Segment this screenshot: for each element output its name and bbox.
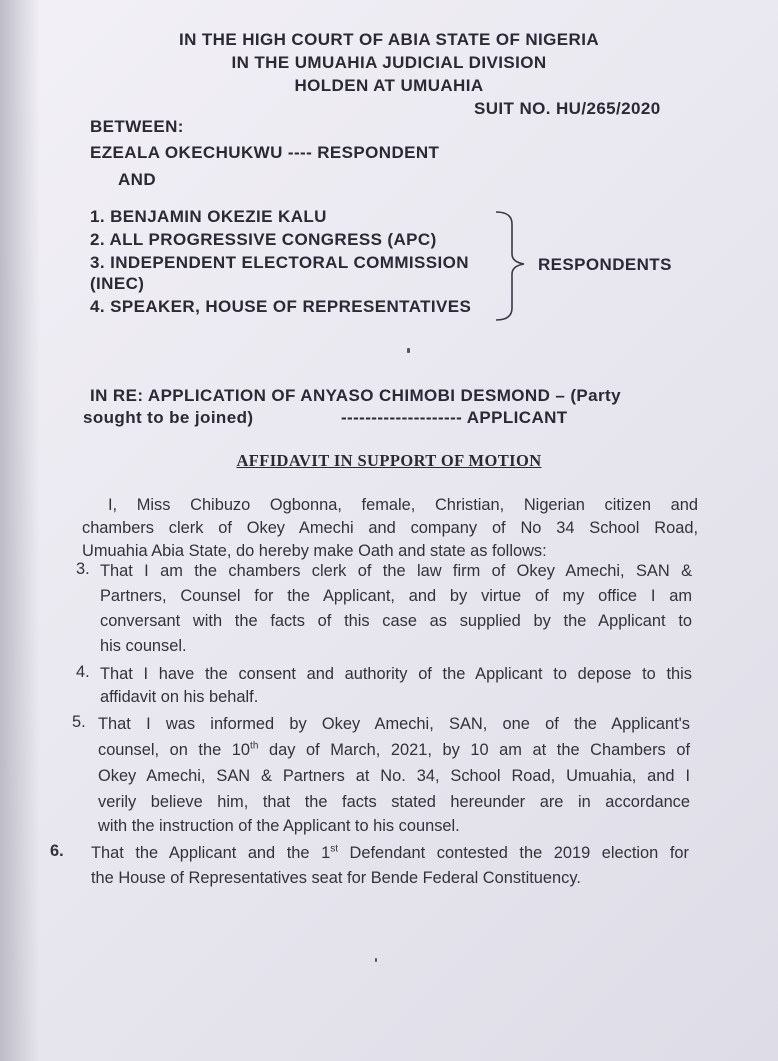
paragraph-5-line-1: That I was informed by Okey Amechi, SAN, one of the Applicant's bbox=[98, 715, 690, 733]
respondents-label: RESPONDENTS bbox=[538, 255, 672, 274]
ordinal-suffix: th bbox=[250, 740, 259, 752]
court-title-line-2: IN THE UMUAHIA JUDICIAL DIVISION bbox=[231, 53, 547, 72]
paragraph-3-line-2: Partners, Counsel for the Applicant, and by virtue of my office I am bbox=[100, 587, 692, 605]
paragraph-4-line-2: affidavit on his behalf. bbox=[100, 688, 259, 706]
intro-line-2: chambers clerk of Okey Amechi and company of No 34 School Road, bbox=[82, 519, 698, 537]
paragraph-5-number: 5. bbox=[72, 713, 86, 731]
intro-line-3: Umuahia Abia State, do hereby make Oath and state as follows: bbox=[82, 542, 547, 560]
paper-speck bbox=[375, 958, 377, 962]
and-label: AND bbox=[118, 170, 157, 189]
intro-line-1: I, Miss Chibuzo Ogbonna, female, Christian, Nigerian citizen and bbox=[108, 496, 698, 514]
paragraph-4-number: 4. bbox=[76, 663, 90, 681]
in-re-line-2-left: sought to be joined) bbox=[83, 408, 254, 427]
paragraph-3-number: 3. bbox=[76, 560, 90, 578]
respondent-2: 2. ALL PROGRESSIVE CONGRESS (APC) bbox=[90, 230, 437, 249]
paragraph-3-line-1: That I am the chambers clerk of the law firm of Okey Amechi, SAN & bbox=[100, 562, 692, 580]
paper-speck bbox=[407, 348, 410, 353]
respondent-3-abbrev: (INEC) bbox=[90, 274, 145, 293]
applicant-label: -------------------- APPLICANT bbox=[341, 408, 568, 427]
court-title-line-1: IN THE HIGH COURT OF ABIA STATE OF NIGERIA bbox=[178, 30, 600, 49]
respondent-3: 3. INDEPENDENT ELECTORAL COMMISSION bbox=[90, 253, 469, 272]
paragraph-5-line-4: verily believe him, that the facts stated hereunder are in accordance bbox=[98, 793, 690, 811]
paragraph-5-line-2-part-a: counsel, on the 10 bbox=[98, 741, 251, 759]
paragraph-5-line-2-part-b: day of March, 2021, by 10 am at the Chambers of bbox=[258, 741, 691, 759]
suit-number: SUIT NO. HU/265/2020 bbox=[474, 99, 661, 118]
ordinal-suffix: st bbox=[330, 843, 338, 855]
paragraph-5-line-2 bbox=[98, 739, 690, 762]
paragraph-5-line-3: Okey Amechi, SAN & Partners at No. 34, School Road, Umuahia, and I bbox=[98, 767, 690, 785]
paragraph-6-number: 6. bbox=[50, 842, 64, 860]
paragraph-3-line-3: conversant with the facts of this case as supplied by the Applicant to bbox=[100, 612, 692, 630]
in-re-line-1: IN RE: APPLICATION OF ANYASO CHIMOBI DESMOND – (Party bbox=[90, 386, 621, 405]
court-title-line-3: HOLDEN AT UMUAHIA bbox=[294, 76, 484, 95]
first-party: EZEALA OKECHUKWU ---- RESPONDENT bbox=[90, 143, 440, 162]
paragraph-6-line-2: the House of Representatives seat for Bende Federal Constituency. bbox=[91, 869, 581, 887]
respondent-4: 4. SPEAKER, HOUSE OF REPRESENTATIVES bbox=[90, 297, 472, 316]
paragraph-4-line-1: That I have the consent and authority of the Applicant to depose to this bbox=[100, 665, 692, 683]
between-label: BETWEEN: bbox=[90, 117, 184, 136]
respondent-1: 1. BENJAMIN OKEZIE KALU bbox=[90, 207, 327, 226]
paragraph-6-line-1-part-a: That the Applicant and the 1 bbox=[91, 844, 331, 862]
respondents-brace bbox=[490, 210, 530, 322]
paragraph-3-line-4: his counsel. bbox=[100, 637, 187, 655]
affidavit-title: AFFIDAVIT IN SUPPORT OF MOTION bbox=[236, 451, 542, 470]
paragraph-6-line-1 bbox=[91, 842, 689, 865]
paragraph-5-line-5: with the instruction of the Applicant to his counsel. bbox=[98, 817, 460, 835]
paragraph-6-line-1-part-b: Defendant contested the 2019 election for bbox=[337, 844, 689, 862]
